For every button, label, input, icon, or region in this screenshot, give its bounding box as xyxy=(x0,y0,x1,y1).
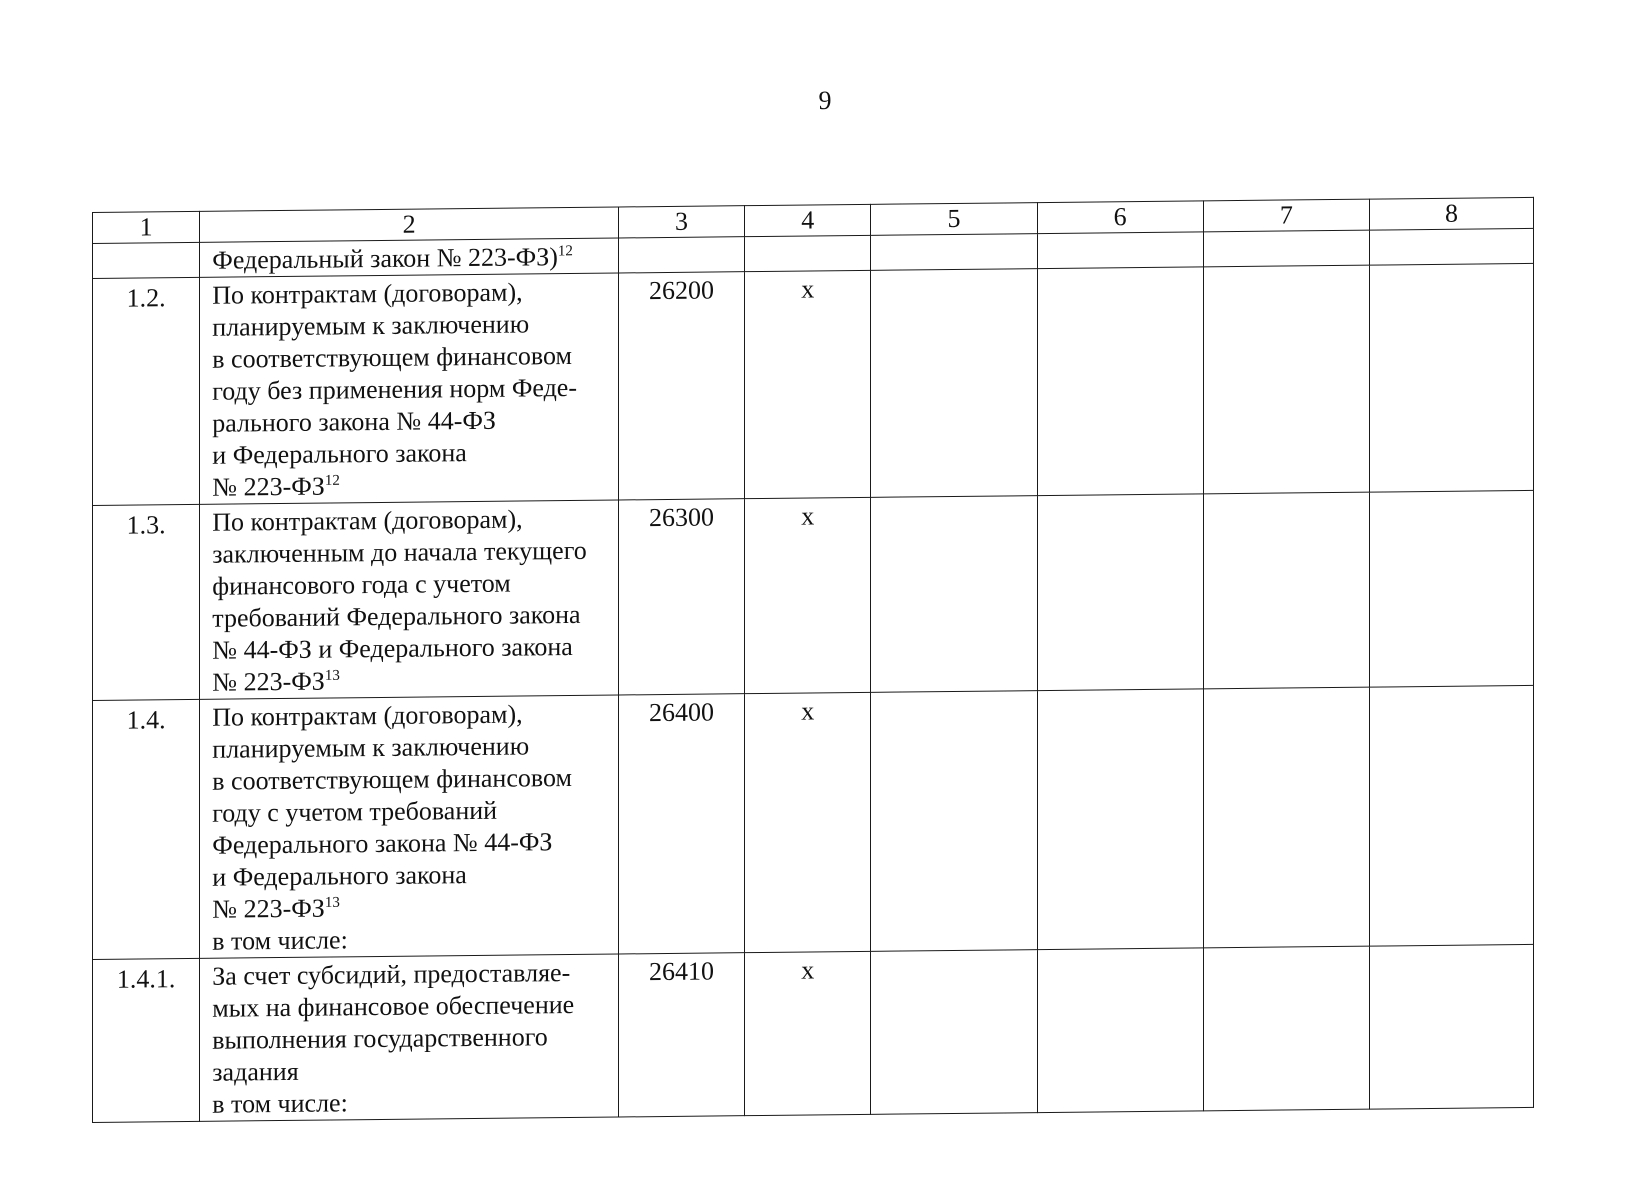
column-header-6: 6 xyxy=(1037,201,1203,234)
row-description xyxy=(200,954,619,1121)
description-line: году без применения норм Феде- xyxy=(212,372,577,406)
table-row xyxy=(93,685,1534,959)
report-table-wrapper xyxy=(92,197,1534,1123)
description-tail: в том числе: xyxy=(212,925,348,956)
row-number: 1.3. xyxy=(93,504,200,700)
description-line: году с учетом требований xyxy=(212,795,498,828)
description-line: и Федерального закона xyxy=(212,860,467,892)
column-header-8: 8 xyxy=(1369,197,1533,230)
row-col4-mark: x xyxy=(745,692,871,952)
row-description xyxy=(200,500,619,699)
empty-cell xyxy=(1037,494,1203,691)
column-header-4: 4 xyxy=(745,204,871,236)
row-number: 1.4.1. xyxy=(93,958,200,1122)
table-row xyxy=(93,263,1534,505)
empty-cell xyxy=(871,691,1037,952)
table-row xyxy=(93,490,1534,700)
description-line: планируемым к заключению xyxy=(212,309,530,342)
description-line: заключенным до начала текущего xyxy=(212,535,587,569)
description-last-line: № 223-ФЗ xyxy=(212,893,325,924)
row-code: 26410 xyxy=(618,953,744,1117)
table-row xyxy=(93,944,1534,1122)
description-line: в соответствующем финансовом xyxy=(212,340,572,374)
row-code: 26200 xyxy=(618,272,744,500)
row-description xyxy=(200,273,619,504)
description-line: в том числе: xyxy=(212,1088,348,1119)
empty-cell xyxy=(871,269,1037,498)
description-line: За счет субсидий, предоставляе- xyxy=(212,957,571,991)
column-header-2: 2 xyxy=(200,207,619,242)
continuation-cell-8 xyxy=(1369,228,1533,265)
row-number: 1.2. xyxy=(93,277,200,505)
empty-cell xyxy=(871,496,1037,693)
empty-cell xyxy=(871,950,1037,1115)
continuation-text: Федеральный закон № 223-ФЗ) xyxy=(212,242,558,275)
description-line: задания xyxy=(212,1056,299,1087)
description-line xyxy=(212,468,610,504)
row-number: 1.4. xyxy=(93,699,200,959)
row-col4-mark: x xyxy=(745,497,871,693)
empty-cell xyxy=(1037,948,1203,1113)
row-code: 26400 xyxy=(618,694,744,954)
row-code: 26300 xyxy=(618,499,744,695)
description-last-line: № 223-ФЗ xyxy=(212,471,325,502)
description-line: № 44-ФЗ и Федерального закона xyxy=(212,631,573,665)
description-line: и Федерального закона xyxy=(212,438,467,470)
continuation-cell-6 xyxy=(1037,232,1203,269)
continuation-cell-7 xyxy=(1203,230,1369,267)
empty-cell xyxy=(1369,944,1533,1109)
description-line: выполнения государственного xyxy=(212,1022,548,1055)
column-header-5: 5 xyxy=(871,203,1037,236)
description-line: финансового года с учетом xyxy=(212,568,511,601)
continuation-num-cell xyxy=(93,242,200,278)
empty-cell xyxy=(1369,685,1533,946)
description-line: По контрактам (договорам), xyxy=(212,504,523,537)
empty-cell xyxy=(1037,689,1203,950)
empty-cell xyxy=(1369,490,1533,687)
footnote-mark: 12 xyxy=(324,472,340,489)
description-line xyxy=(212,663,610,699)
continuation-cell-5 xyxy=(871,234,1037,271)
column-header-7: 7 xyxy=(1203,199,1369,232)
footnote-mark: 13 xyxy=(324,667,340,684)
description-line: планируемым к заключению xyxy=(212,731,530,764)
report-table xyxy=(92,197,1534,1123)
description-line: По контрактам (договорам), xyxy=(212,699,523,732)
description-line xyxy=(212,890,610,926)
footnote-mark: 12 xyxy=(557,243,573,260)
description-line: мых на финансовое обеспечение xyxy=(212,989,575,1023)
page-number: 9 xyxy=(818,86,832,115)
description-last-line: № 223-ФЗ xyxy=(212,666,325,697)
description-line: требований Федерального закона xyxy=(212,599,581,633)
empty-cell xyxy=(1037,267,1203,496)
column-header-1: 1 xyxy=(93,211,200,243)
continuation-cell-3 xyxy=(618,237,744,273)
column-header-3: 3 xyxy=(618,206,744,238)
footnote-mark: 13 xyxy=(324,894,340,911)
row-col4-mark: x xyxy=(745,951,871,1115)
description-line: рального закона № 44-ФЗ xyxy=(212,405,496,438)
description-line: По контрактам (договорам), xyxy=(212,277,523,310)
empty-cell xyxy=(1203,946,1369,1111)
description-line: Федерального закона № 44-ФЗ xyxy=(212,827,553,860)
row-description xyxy=(200,695,619,958)
empty-cell xyxy=(1203,492,1369,689)
continuation-text-cell xyxy=(200,238,619,277)
empty-cell xyxy=(1369,263,1533,492)
continuation-cell-4 xyxy=(745,235,871,271)
empty-cell xyxy=(1203,687,1369,948)
empty-cell xyxy=(1203,265,1369,494)
description-line: в соответствующем финансовом xyxy=(212,762,572,796)
row-col4-mark: x xyxy=(745,270,871,498)
